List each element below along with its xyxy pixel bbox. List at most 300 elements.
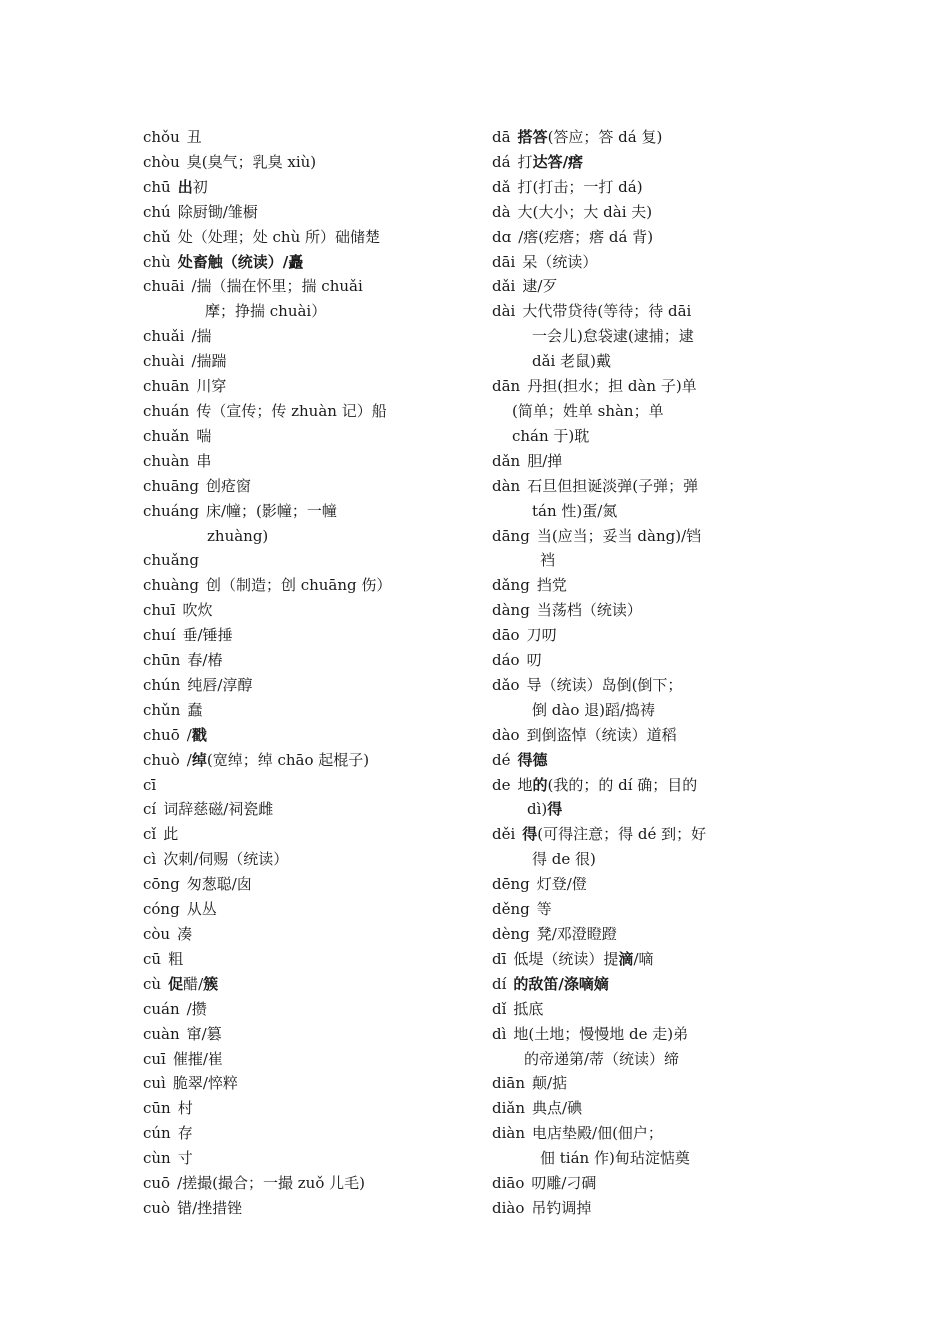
characters: 粗 xyxy=(168,949,184,968)
dictionary-entry xyxy=(492,872,732,897)
dictionary-entry xyxy=(492,125,732,150)
dictionary-entry xyxy=(143,548,473,573)
pinyin-label: děng xyxy=(492,900,530,919)
character-list xyxy=(532,1096,582,1121)
characters: /揣（揣在怀里；揣 chuǎi xyxy=(191,277,363,296)
character-list xyxy=(531,1171,596,1196)
character-list xyxy=(168,947,183,972)
characters: 胆/掸 xyxy=(527,451,563,470)
pinyin-label: dǎn xyxy=(492,451,521,470)
pinyin-label: dào xyxy=(492,725,520,744)
characters: 脆翠/悴粹 xyxy=(172,1074,238,1093)
pinyin-label: dàn xyxy=(492,476,521,495)
characters: 打(打击；一打 dá) xyxy=(517,177,643,196)
characters: 传（宣传；传 zhuàn 记）船 xyxy=(196,401,387,420)
pinyin-label: chuài xyxy=(143,352,185,371)
dictionary-entry xyxy=(143,399,473,424)
entry-continuation: 的帝递第/蒂（统读）缔 xyxy=(524,1049,680,1068)
dictionary-entry xyxy=(492,598,732,623)
pinyin-label: còu xyxy=(143,925,171,943)
characters: 初 xyxy=(192,177,208,196)
character-list xyxy=(187,673,252,698)
pinyin-label: dì xyxy=(492,1024,507,1043)
character-list xyxy=(531,1196,591,1221)
characters: 低堤（统读）提 xyxy=(513,949,619,968)
dictionary-entry xyxy=(143,648,473,673)
characters: 丑 xyxy=(186,128,202,146)
character-list xyxy=(196,374,226,399)
pinyin-label: diāo xyxy=(492,1174,525,1193)
character-list xyxy=(537,897,552,922)
character-list xyxy=(177,1171,365,1196)
characters: 床/幢；(影幢；一幢 xyxy=(205,501,337,520)
characters: 地(土地；慢慢地 de 走)弟 xyxy=(513,1024,689,1043)
characters: / xyxy=(186,750,192,769)
pinyin-label: dǎ xyxy=(492,177,511,196)
characters: 词辞慈磁/祠瓷雌 xyxy=(163,800,274,819)
character-list xyxy=(527,648,542,673)
entry-continuation: zhuàng) xyxy=(207,526,269,545)
pinyin-label: cǐ xyxy=(143,825,157,844)
characters: (我的；的 dí 确；目的 xyxy=(547,775,698,794)
pinyin-label: diǎn xyxy=(492,1099,526,1118)
pinyin-label: dān xyxy=(492,377,521,396)
pinyin-label: cí xyxy=(143,800,157,819)
character-list xyxy=(527,673,683,698)
character-list xyxy=(177,922,192,947)
pinyin-label: dǎo xyxy=(492,675,520,694)
character-list xyxy=(517,748,547,773)
entry-continuation: 倒 dào 退)蹈/捣祷 xyxy=(532,700,656,719)
characters: 串 xyxy=(196,451,212,470)
character-list xyxy=(206,573,391,598)
character-list xyxy=(183,623,233,648)
entry-continuation: 得 de 很) xyxy=(532,850,596,869)
pinyin-label: diào xyxy=(492,1198,525,1217)
pinyin-label: dàng xyxy=(492,601,530,620)
dictionary-entry xyxy=(143,623,473,648)
character-list xyxy=(187,748,369,773)
character-list xyxy=(183,598,213,623)
characters: 蠢 xyxy=(187,700,203,719)
pinyin-label: dé xyxy=(492,750,511,769)
characters: 凳/邓澄瞪蹬 xyxy=(536,925,617,943)
entry-continuation: chán 于)耽 xyxy=(512,426,590,445)
pinyin-label: chuò xyxy=(143,750,180,769)
pinyin-label: diān xyxy=(492,1074,526,1093)
dictionary-entry xyxy=(492,299,732,324)
character-list xyxy=(537,598,642,623)
bold-characters: 滴 xyxy=(618,949,634,968)
dictionary-entry xyxy=(492,250,732,275)
characters: 存 xyxy=(177,1124,193,1143)
characters: 吹炊 xyxy=(182,601,213,620)
entry-continuation xyxy=(492,797,732,822)
characters: 吊钓调掉 xyxy=(531,1198,592,1217)
dictionary-entry xyxy=(143,1047,473,1072)
pinyin-label: chuān xyxy=(143,377,190,396)
dictionary-entry xyxy=(492,1071,732,1096)
characters: 垂/锤捶 xyxy=(182,626,233,645)
pinyin-label: dā xyxy=(492,128,511,146)
dictionary-entry xyxy=(143,897,473,922)
pinyin-label: dǎi xyxy=(492,277,516,296)
character-list xyxy=(532,1071,567,1096)
bold-characters: 的敌笛/涤嘀嫡 xyxy=(513,974,609,993)
character-list xyxy=(518,225,653,250)
pinyin-label: cóng xyxy=(143,900,180,919)
bold-characters: 戳 xyxy=(191,725,207,744)
dictionary-entry xyxy=(143,573,473,598)
characters: (答应；答 dá 复) xyxy=(547,128,663,146)
dictionary-entry xyxy=(492,175,732,200)
dictionary-entry xyxy=(492,1096,732,1121)
pinyin-label: chǒu xyxy=(143,128,180,146)
character-list xyxy=(187,897,217,922)
pinyin-label: dài xyxy=(492,302,516,321)
characters: /攒 xyxy=(186,999,207,1018)
dictionary-entry xyxy=(492,922,732,947)
characters: /瘩(疙瘩；瘩 dá 背) xyxy=(518,227,654,246)
character-list xyxy=(187,648,222,673)
dictionary-entry xyxy=(492,150,732,175)
pinyin-label: cōng xyxy=(143,875,180,894)
dictionary-entry xyxy=(492,374,732,399)
dictionary-entry xyxy=(492,773,732,798)
dictionary-entry xyxy=(143,748,473,773)
dictionary-entry xyxy=(143,1096,473,1121)
character-list xyxy=(163,822,178,847)
character-list xyxy=(513,997,543,1022)
pinyin-label: chūn xyxy=(143,651,181,670)
dictionary-entry xyxy=(492,822,732,847)
characters: 除厨锄/雏橱 xyxy=(177,202,258,221)
dictionary-entry xyxy=(143,723,473,748)
characters: 创（制造；创 chuāng 伤） xyxy=(205,576,392,595)
character-list xyxy=(187,723,207,748)
dictionary-entry xyxy=(492,200,732,225)
character-list xyxy=(518,175,643,200)
characters: 春/椿 xyxy=(187,651,223,670)
pinyin-label: de xyxy=(492,775,511,794)
dictionary-entry xyxy=(143,1022,473,1047)
pinyin-label: cù xyxy=(143,974,162,993)
characters: 抵底 xyxy=(513,999,544,1018)
dictionary-entry xyxy=(492,449,732,474)
dictionary-entry xyxy=(492,1171,732,1196)
dictionary-entry xyxy=(143,922,473,947)
characters: 当荡档（统读） xyxy=(536,601,642,620)
pinyin-label: dɑ xyxy=(492,227,512,246)
character-list xyxy=(522,299,691,324)
pinyin-label: chuàn xyxy=(143,451,190,470)
bold-characters: 促 xyxy=(168,974,184,993)
pinyin-label: diàn xyxy=(492,1124,526,1143)
character-list xyxy=(191,324,211,349)
characters: 导（统读）岛倒(倒下； xyxy=(526,675,683,694)
character-list xyxy=(163,847,288,872)
characters: /嘀 xyxy=(633,949,654,968)
character-list xyxy=(196,399,386,424)
characters: 村 xyxy=(177,1099,193,1118)
pinyin-label: chuàng xyxy=(143,576,199,595)
dictionary-entry xyxy=(143,150,473,175)
character-list xyxy=(178,1146,193,1171)
pinyin-label: chuǎng xyxy=(143,551,199,570)
dictionary-entry xyxy=(492,997,732,1022)
characters: 凑 xyxy=(177,925,193,943)
pinyin-label: cūn xyxy=(143,1099,171,1118)
entry-continuation: 佃 tián 作)甸玷淀惦奠 xyxy=(540,1149,690,1168)
characters: 挡党 xyxy=(536,576,567,595)
characters: 错/挫措锉 xyxy=(177,1198,243,1217)
bold-characters: 绰 xyxy=(191,750,207,769)
characters: 醋/ xyxy=(183,974,204,993)
dictionary-entry xyxy=(143,274,473,299)
characters: dì) xyxy=(527,800,548,819)
dictionary-entry xyxy=(143,972,473,997)
right-column xyxy=(492,125,732,1221)
dictionary-entry xyxy=(492,648,732,673)
character-list xyxy=(187,872,252,897)
characters: 地 xyxy=(517,775,533,794)
entry-continuation: dǎi 老鼠)戴 xyxy=(532,352,611,371)
dictionary-entry xyxy=(143,598,473,623)
character-list xyxy=(527,374,696,399)
character-list xyxy=(187,125,202,150)
character-list xyxy=(178,1121,193,1146)
pinyin-label: cùn xyxy=(143,1149,171,1168)
dictionary-entry xyxy=(143,1196,473,1221)
characters: 寸 xyxy=(177,1149,193,1168)
entry-continuation: 裆 xyxy=(540,551,556,570)
characters: 此 xyxy=(163,825,179,844)
character-list xyxy=(187,997,207,1022)
dictionary-entry xyxy=(143,1071,473,1096)
character-list xyxy=(196,449,211,474)
bold-characters: 的 xyxy=(532,775,548,794)
pinyin-label: cì xyxy=(143,850,157,869)
dictionary-entry xyxy=(492,225,732,250)
characters: (宽绰；绰 chāo 起棍子) xyxy=(206,750,370,769)
character-list xyxy=(163,797,273,822)
characters: 喘 xyxy=(196,426,212,445)
pinyin-label: dá xyxy=(492,152,511,171)
dictionary-entry xyxy=(143,1171,473,1196)
pinyin-label: dà xyxy=(492,202,511,221)
bold-characters: 得 xyxy=(547,800,563,819)
character-list xyxy=(513,972,608,997)
character-list xyxy=(518,150,584,175)
bold-characters: 得德 xyxy=(517,750,548,769)
left-column xyxy=(143,125,473,1221)
pinyin-label: chú xyxy=(143,202,171,221)
characters: /揣 xyxy=(191,327,212,346)
character-list xyxy=(522,250,597,275)
character-list xyxy=(518,200,653,225)
pinyin-label: dǎng xyxy=(492,576,530,595)
characters: 处（处理；处 chù 所）础储楚 xyxy=(177,227,380,246)
character-list xyxy=(173,1071,238,1096)
character-list xyxy=(187,1022,222,1047)
pinyin-label: chòu xyxy=(143,152,180,171)
character-list xyxy=(518,125,663,150)
character-list xyxy=(206,499,337,524)
pinyin-label: chuáng xyxy=(143,501,199,520)
pinyin-label: cuàn xyxy=(143,1024,180,1043)
character-list xyxy=(513,1022,688,1047)
pinyin-label: chuāi xyxy=(143,277,185,296)
entry-continuation: (简单；姓单 shàn；单 xyxy=(512,401,664,420)
characters: 颠/掂 xyxy=(532,1074,568,1093)
dictionary-entry xyxy=(143,673,473,698)
pinyin-label: dāng xyxy=(492,526,530,545)
dictionary-entry xyxy=(143,200,473,225)
dictionary-entry xyxy=(143,324,473,349)
dictionary-entry xyxy=(143,225,473,250)
pinyin-label: chū xyxy=(143,177,171,196)
pinyin-label: cuī xyxy=(143,1049,166,1068)
dictionary-entry xyxy=(143,349,473,374)
characters: 电店垫殿/佃(佃户； xyxy=(532,1124,663,1143)
character-list xyxy=(522,274,557,299)
dictionary-entry xyxy=(143,997,473,1022)
characters: 大代带贷待(等待；待 dāi xyxy=(522,302,692,321)
characters: 等 xyxy=(536,900,552,919)
characters: 纯唇/淳醇 xyxy=(187,675,253,694)
character-list xyxy=(173,1047,223,1072)
pinyin-label: chǔ xyxy=(143,227,171,246)
dictionary-entry xyxy=(143,698,473,723)
characters: 石旦但担诞淡弹(子弹；弹 xyxy=(527,476,699,495)
dictionary-entry xyxy=(143,125,473,150)
bold-characters: 得 xyxy=(522,825,538,844)
dictionary-entry xyxy=(492,1196,732,1221)
dictionary-entry xyxy=(492,972,732,997)
characters: 创疮窗 xyxy=(205,476,251,495)
pinyin-label: cuán xyxy=(143,999,180,1018)
character-list xyxy=(537,922,617,947)
characters: 叨雕/刁碉 xyxy=(531,1174,597,1193)
dictionary-entry xyxy=(143,374,473,399)
characters: 从丛 xyxy=(186,900,217,919)
dictionary-entry xyxy=(143,872,473,897)
characters: 刀叨 xyxy=(526,626,557,645)
bold-characters: 出 xyxy=(177,177,193,196)
characters: 到倒盗悼（统读）道稻 xyxy=(526,725,677,744)
dictionary-entry xyxy=(492,947,732,972)
dictionary-entry xyxy=(143,474,473,499)
dictionary-entry xyxy=(492,524,732,549)
characters: /揣踹 xyxy=(191,352,227,371)
pinyin-label: chuāng xyxy=(143,476,199,495)
character-list xyxy=(191,349,226,374)
dictionary-entry xyxy=(492,748,732,773)
characters: /搓撮(撮合；一撮 zuǒ 儿毛) xyxy=(177,1174,365,1193)
character-list xyxy=(517,773,697,798)
dictionary-entry xyxy=(143,822,473,847)
character-list xyxy=(532,1121,663,1146)
pinyin-label: dāo xyxy=(492,626,520,645)
character-list xyxy=(177,1196,242,1221)
characters: 打 xyxy=(517,152,533,171)
dictionary-entry xyxy=(143,175,473,200)
character-list xyxy=(537,573,567,598)
dictionary-entry xyxy=(492,573,732,598)
character-list xyxy=(527,723,677,748)
character-list xyxy=(178,1096,193,1121)
entry-continuation: 一会儿)怠袋逮(逮捕；逮 xyxy=(532,327,694,346)
characters: (可得注意；得 dé 到；好 xyxy=(537,825,707,844)
pinyin-label: chuǎn xyxy=(143,426,190,445)
character-list xyxy=(178,250,303,275)
bold-characters: 达答/瘩 xyxy=(532,152,584,171)
pinyin-label: dǐ xyxy=(492,999,507,1018)
characters: 窜/篡 xyxy=(186,1024,222,1043)
dictionary-entry xyxy=(492,623,732,648)
characters: 匆葱聪/囱 xyxy=(186,875,252,894)
dictionary-entry xyxy=(492,1022,732,1047)
dictionary-entry xyxy=(143,499,473,524)
pinyin-label: cuì xyxy=(143,1074,166,1093)
characters: 当(应当；妥当 dàng)/铛 xyxy=(536,526,702,545)
pinyin-label: chuī xyxy=(143,601,176,620)
dictionary-entry xyxy=(143,250,473,275)
character-list xyxy=(513,947,653,972)
dictionary-entry xyxy=(143,449,473,474)
characters: 丹担(担水；担 dàn 子)单 xyxy=(527,377,697,396)
pinyin-label: dí xyxy=(492,974,507,993)
dictionary-entry xyxy=(492,1121,732,1146)
characters: 催摧/崔 xyxy=(172,1049,223,1068)
bold-characters: 簇 xyxy=(203,974,219,993)
pinyin-label: cuō xyxy=(143,1174,171,1193)
entry-continuation: 摩；挣揣 chuài） xyxy=(205,302,327,321)
pinyin-label: chuán xyxy=(143,401,190,420)
pinyin-label: dèng xyxy=(492,925,530,943)
character-list xyxy=(527,449,562,474)
pinyin-label: cū xyxy=(143,949,162,968)
pinyin-label: cuò xyxy=(143,1198,171,1217)
pinyin-label: chún xyxy=(143,675,181,694)
pinyin-label: dāi xyxy=(492,252,516,271)
pinyin-label: cún xyxy=(143,1124,171,1143)
pinyin-label: děi xyxy=(492,825,516,844)
dictionary-entry xyxy=(143,797,473,822)
character-list xyxy=(191,274,362,299)
dictionary-entry xyxy=(492,274,732,299)
pinyin-label: chǔn xyxy=(143,700,181,719)
dictionary-entry xyxy=(492,723,732,748)
pinyin-label: chuō xyxy=(143,725,180,744)
character-list xyxy=(522,822,706,847)
pinyin-label: chuǎi xyxy=(143,327,185,346)
bold-characters: 搭答 xyxy=(517,128,548,146)
characters: 呆（统读） xyxy=(522,252,598,271)
dictionary-entry xyxy=(492,897,732,922)
pinyin-label: cī xyxy=(143,775,157,794)
characters: 逮/歹 xyxy=(522,277,558,296)
dictionary-entry xyxy=(143,947,473,972)
dictionary-entry xyxy=(143,1121,473,1146)
dictionary-entry xyxy=(143,1146,473,1171)
characters: 次刺/伺赐（统读） xyxy=(163,850,289,869)
character-list xyxy=(537,872,587,897)
character-list xyxy=(196,424,211,449)
character-list xyxy=(178,200,258,225)
character-list xyxy=(178,225,380,250)
characters: 叨 xyxy=(526,651,542,670)
